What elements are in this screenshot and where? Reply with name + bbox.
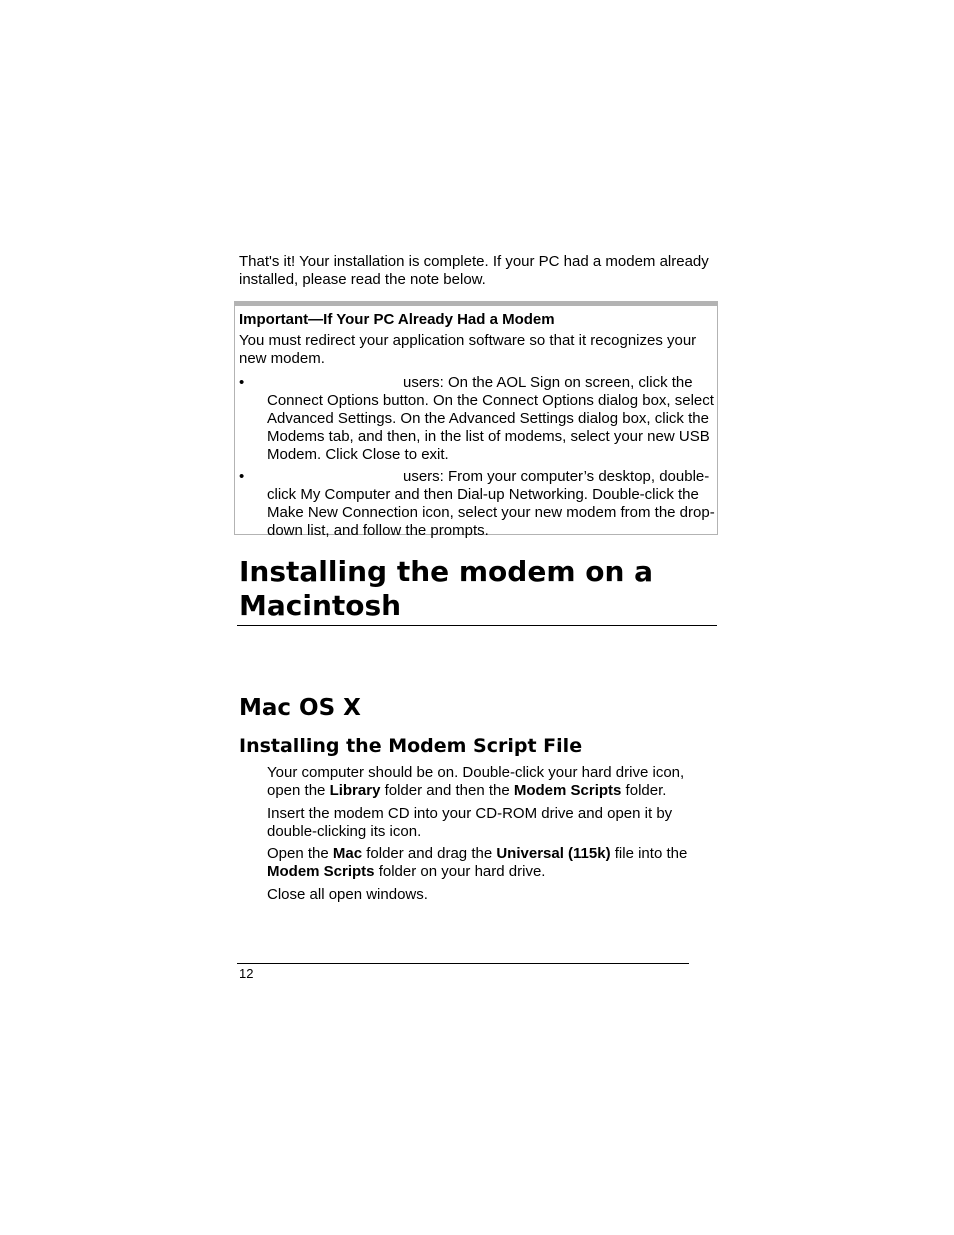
step-bold-text: Modem Scripts	[267, 863, 375, 880]
step-3	[267, 845, 717, 881]
step-bold-text: Library	[329, 782, 381, 799]
note-bullet-dialup	[267, 468, 717, 540]
step-bold-text: Universal (115k)	[496, 845, 611, 862]
note-body: You must redirect your application software so that it recognizes your new modem.	[239, 332, 697, 367]
note-bullet-aol	[267, 374, 717, 464]
step-bold-text: Modem Scripts	[513, 782, 622, 799]
bullet-text: users: From your computer’s desktop, double-click My Computer and then Dial-up Networking. Double-click the Make New Connection icon, select your new modem from the drop-down list, and follow the prompts.	[267, 468, 715, 539]
step-text: file into the	[610, 845, 688, 862]
os-heading: Mac OS X	[239, 695, 361, 721]
important-note-box	[234, 301, 718, 539]
step-1	[267, 764, 717, 800]
bullet-text: users: On the AOL Sign on screen, click the Connect Options button. On the Connect Options dialog box, select Advanced Settings. On the Advanced Settings dialog box, click the Modems tab, and then, in the list of modems, select your new USB Modem. Click Close to exit.	[267, 374, 714, 463]
sub-heading: Installing the Modem Script File	[239, 735, 583, 757]
footer-rule	[237, 963, 689, 964]
step-text: Close all open windows.	[267, 886, 428, 903]
step-text: folder.	[621, 782, 667, 799]
intro-paragraph: That's it! Your installation is complete. If your PC had a modem already installed, please read the note below.	[239, 253, 709, 288]
page-number: 12	[239, 966, 254, 981]
step-text: folder and drag the	[362, 845, 497, 862]
step-text: folder on your hard drive.	[374, 863, 546, 880]
step-text: Open the	[267, 845, 333, 862]
step-text: Your computer should be on. Double-click your hard drive icon, open the	[267, 764, 685, 799]
bullet-symbol: •	[239, 374, 245, 391]
step-2	[267, 805, 717, 841]
step-text: folder and then the	[380, 782, 514, 799]
heading-rule	[237, 625, 717, 626]
step-bold-text: Mac	[332, 845, 363, 862]
step-text: Insert the modem CD into your CD-ROM drive and open it by double-clicking its icon.	[267, 805, 673, 840]
step-4	[267, 886, 717, 904]
note-title: Important—If Your PC Already Had a Modem	[239, 311, 555, 328]
main-heading: Installing the modem on a Macintosh	[239, 555, 654, 622]
bullet-symbol: •	[239, 468, 245, 485]
